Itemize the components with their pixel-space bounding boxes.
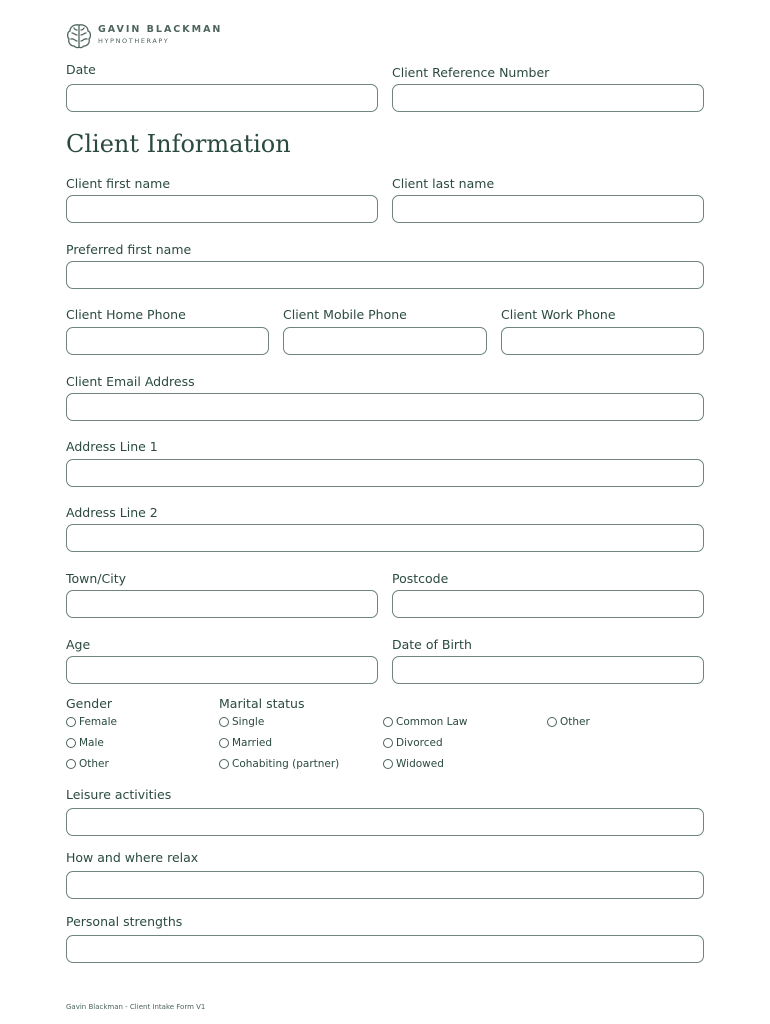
radio-label: Other bbox=[560, 716, 590, 728]
client-work-phone-input[interactable] bbox=[501, 327, 704, 355]
radio-label: Divorced bbox=[396, 737, 443, 749]
how-where-relax-label: How and where relax bbox=[66, 850, 199, 865]
radio-circle-icon bbox=[219, 759, 229, 769]
radio-circle-icon bbox=[66, 759, 76, 769]
radio-circle-icon bbox=[547, 717, 557, 727]
date-input[interactable] bbox=[66, 84, 378, 112]
marital-option-married[interactable] bbox=[219, 737, 272, 749]
leisure-activities-label: Leisure activities bbox=[66, 787, 172, 802]
marital-option-divorced[interactable] bbox=[383, 737, 443, 749]
address-line-1-label: Address Line 1 bbox=[66, 439, 158, 454]
client-work-phone-label: Client Work Phone bbox=[501, 307, 616, 322]
radio-label: Widowed bbox=[396, 758, 444, 770]
client-first-name-input[interactable] bbox=[66, 195, 378, 223]
radio-circle-icon bbox=[383, 738, 393, 748]
how-where-relax-input[interactable] bbox=[66, 871, 704, 899]
client-mobile-phone-input[interactable] bbox=[283, 327, 487, 355]
footer-text: Gavin Blackman - Client Intake Form V1 bbox=[66, 1003, 206, 1011]
leisure-activities-input[interactable] bbox=[66, 808, 704, 836]
marital-option-cohabiting[interactable] bbox=[219, 758, 339, 770]
brand-subtitle: HYPNOTHERAPY bbox=[98, 37, 170, 45]
date-of-birth-label: Date of Birth bbox=[392, 637, 472, 652]
radio-label: Single bbox=[232, 716, 265, 728]
gender-option-other[interactable] bbox=[66, 758, 109, 770]
address-line-2-input[interactable] bbox=[66, 524, 704, 552]
town-city-input[interactable] bbox=[66, 590, 378, 618]
marital-option-single[interactable] bbox=[219, 716, 264, 728]
address-line-2-label: Address Line 2 bbox=[66, 505, 158, 520]
marital-option-widowed[interactable] bbox=[383, 758, 444, 770]
client-email-input[interactable] bbox=[66, 393, 704, 421]
client-last-name-input[interactable] bbox=[392, 195, 704, 223]
brain-icon bbox=[66, 22, 92, 50]
brand-name: GAVIN BLACKMAN bbox=[98, 24, 223, 35]
gender-option-female[interactable] bbox=[66, 716, 117, 728]
preferred-first-name-input[interactable] bbox=[66, 261, 704, 289]
age-input[interactable] bbox=[66, 656, 378, 684]
date-label: Date bbox=[66, 62, 96, 77]
postcode-label: Postcode bbox=[392, 571, 449, 586]
gender-option-male[interactable] bbox=[66, 737, 104, 749]
radio-circle-icon bbox=[383, 717, 393, 727]
radio-label: Cohabiting (partner) bbox=[232, 758, 340, 770]
client-reference-input[interactable] bbox=[392, 84, 704, 112]
radio-circle-icon bbox=[66, 717, 76, 727]
town-city-label: Town/City bbox=[66, 571, 127, 586]
radio-label: Male bbox=[79, 737, 104, 749]
personal-strengths-label: Personal strengths bbox=[66, 914, 183, 929]
marital-status-label: Marital status bbox=[219, 696, 305, 711]
client-home-phone-input[interactable] bbox=[66, 327, 269, 355]
client-reference-label: Client Reference Number bbox=[392, 65, 550, 80]
radio-circle-icon bbox=[219, 717, 229, 727]
client-email-label: Client Email Address bbox=[66, 374, 195, 389]
radio-circle-icon bbox=[66, 738, 76, 748]
personal-strengths-input[interactable] bbox=[66, 935, 704, 963]
radio-circle-icon bbox=[219, 738, 229, 748]
radio-circle-icon bbox=[383, 759, 393, 769]
radio-label: Other bbox=[79, 758, 109, 770]
gender-label: Gender bbox=[66, 696, 113, 711]
address-line-1-input[interactable] bbox=[66, 459, 704, 487]
preferred-first-name-label: Preferred first name bbox=[66, 242, 192, 257]
radio-label: Common Law bbox=[396, 716, 468, 728]
section-title: Client Information bbox=[66, 130, 291, 158]
client-last-name-label: Client last name bbox=[392, 176, 495, 191]
radio-label: Female bbox=[79, 716, 117, 728]
age-label: Age bbox=[66, 637, 91, 652]
radio-label: Married bbox=[232, 737, 272, 749]
date-of-birth-input[interactable] bbox=[392, 656, 704, 684]
client-mobile-phone-label: Client Mobile Phone bbox=[283, 307, 407, 322]
client-first-name-label: Client first name bbox=[66, 176, 171, 191]
postcode-input[interactable] bbox=[392, 590, 704, 618]
client-home-phone-label: Client Home Phone bbox=[66, 307, 186, 322]
marital-option-other[interactable] bbox=[547, 716, 590, 728]
marital-option-common-law[interactable] bbox=[383, 716, 468, 728]
